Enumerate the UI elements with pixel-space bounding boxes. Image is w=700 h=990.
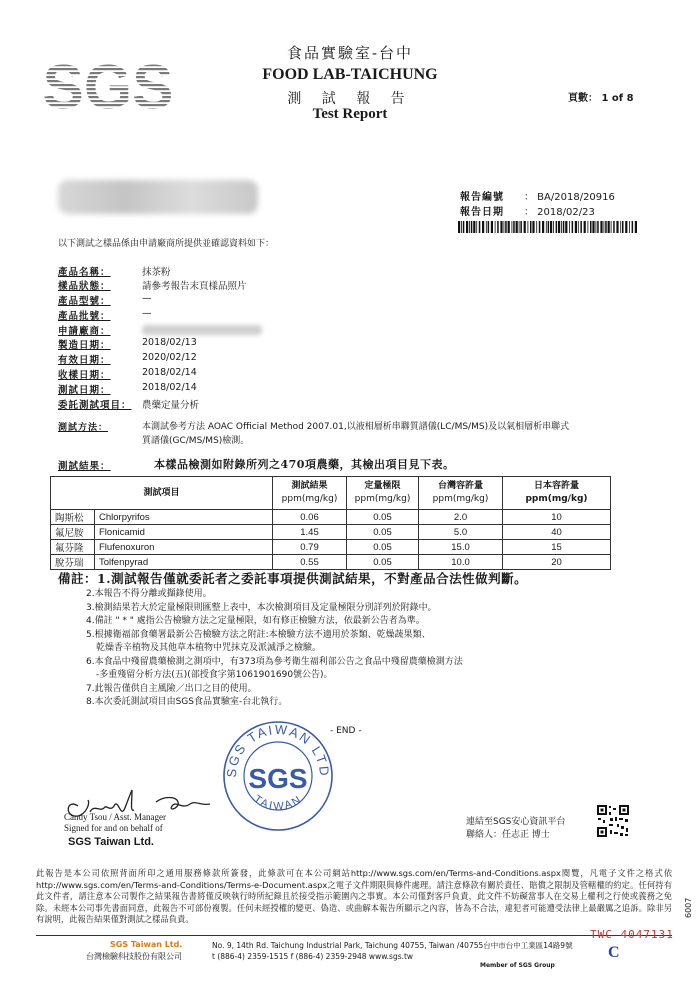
client-address-redacted [58,180,258,214]
note-7: 7.此報告僅供自主風險／出口之目的使用。 [86,683,257,694]
report-date-label: 報告日期 [460,207,504,218]
report-meta [460,190,615,220]
note-2: 2.本報告不得分離或擷錄使用。 [86,589,212,599]
header-tw-limit: 台灣容許量 ppm(mg/kg) [419,477,503,510]
table-row: 脫芬瑞 Tolfenpyrad 0.55 0.05 10.0 20 [51,555,611,570]
note-8: 8.本次委託測試項目由SGS食品實驗室-台北執行。 [86,697,288,707]
footer-address: No. 9, 14th Rd. Taichung Industrial Park, Taichung 40755, Taiwan /40755台中市台中工業區14路9號 t (886-4) 2359-1515 f (886-4) 2359-2948 www.sgs.tw [212,941,573,961]
header-result: 測試結果 ppm(mg/kg) [273,477,347,510]
report-date-value: ： 2018/02/23 [524,207,595,218]
contact-link-text: 連結至SGS安心資訊平台 [466,817,566,827]
side-code: 6007 [684,897,693,918]
page-value: ： 1 of 8 [588,93,634,104]
report-number-value: ： BA/2018/20916 [524,192,615,203]
header-loq: 定量極限 ppm(mg/kg) [347,477,419,510]
contact-info [466,816,565,842]
end-mark: - END - [330,726,362,736]
report-number-label: 報告編號 [460,192,504,203]
note-4: 4.備註 " * " 處指公告檢驗方法之定量極限，如有修正檢驗方法，依最新公告者為準。 [86,616,425,626]
page-number [568,89,634,104]
page-label: 頁數 [568,93,588,104]
table-row: 陶斯松 Chlorpyrifos 0.06 0.05 2.0 10 [51,510,611,525]
logo-text: SGS [42,53,174,122]
report-title-en: Test Report [312,106,388,122]
note-3: 3.檢測結果若大於定量極限則匯整上表中，本次檢測項目及定量極限分別詳列於附錄中。 [86,602,437,613]
lab-name-zh: 食品實驗室-台中 [286,44,414,62]
header-jp-limit: 日本容許量ppm(mg/kg) [503,477,611,510]
table-header-row [51,477,611,510]
barcode [458,221,638,233]
lab-name-en: FOOD LAB-TAICHUNG [262,66,438,83]
note-5-cont: 乾燥香辛植物及其他草本植物中咒抹克及派滅淨之檢驗。 [96,643,322,653]
stamp-center: SGS [248,763,308,794]
method-label: 測試方法： [58,423,109,433]
header-test-item: 測試項目 [51,477,273,510]
note-6: 6.本食品中殘留農藥檢測之測項中，有373項為參考衛生福利部公告之食品中殘留農藥檢測方法 [86,656,463,667]
signatory: Candy Tsou / Asst. Manager Signed for and on behalf of [64,812,166,833]
applicant-redacted [142,325,262,335]
results-table [50,476,611,570]
note-5: 5.根據衛福部食藥署最新公告檢驗方法之附註:本檢驗方法不適用於茶類、乾燥蔬果類、 [86,629,431,640]
method-text: 本測試參考方法 AOAC Official Method 2007.01,以液相層析串聯質譜儀(LC/MS/MS)及以氣相層析串聯式 質譜儀(GC/MS/MS)檢測。 [142,422,570,446]
intro-text: 以下測試之樣品係由申請廠商所提供並確認資料如下： [58,239,275,249]
result-label: 測試結果： [58,461,111,472]
footer-company-zh: 台灣檢驗科技股份有限公司 [86,952,182,961]
result-summary: 本樣品檢測如附錄所列之470項農藥，其檢出項目見下表。 [154,458,455,471]
note-1: 備註：1.測試報告僅就委託者之委託事項提供測試結果，不對產品合法性做判斷。 [58,571,528,586]
contact-person: 聯絡人：任志正 博士 [466,830,550,840]
footer-company-en: SGS Taiwan Ltd. [110,940,183,949]
company-stamp [218,712,338,832]
serial-number: TWC 4047131 [590,928,674,941]
table-row: 氟芬隆 Flufenoxuron 0.79 0.05 15.0 15 [51,540,611,555]
stamp-ring-top: SGS TAIWAN LTD [223,721,333,779]
stamp-ring-bottom: TAIWAN [251,793,305,813]
note-6-cont: -多重殘留分析方法(五)(部授食字第1061901690號公告)。 [96,670,333,680]
signatory-company: SGS Taiwan Ltd. [68,836,154,848]
footer-terms: 此報告是本公司依照背面所印之通用服務條款所簽發，此條款可在本公司網站http://www.sgs.com/en/Terms-and-Conditions.aspx閱覽，凡電子文件之格式依http://www.sgs.com/en/Terms-and-Conditions/Terms-e-Document.aspx之電子文件期限與條件處理。請注意條款有關於責任、賠償之限制及管轄權的約定。任何持有此文件者，請注意本公司製作之結果報告書將僅反映執行時所紀錄且於接受指示範圍內之事實。本公司僅對客戶負責，此文件不妨礙當事人在交易上權利之行使或義務之免除。未經本公司事先書面同意，此報告不可部份複製。任何未經授權的變更、偽造、或曲解本報告所顯示之內容，皆為不合法，違犯者可能遭受法律上最嚴厲之追訴。除非另有說明，此報告結果僅對測試之樣品負責。 [36,868,672,924]
notes [58,570,527,710]
qr-code[interactable] [596,804,630,838]
footer-divider [36,935,672,936]
report-title-zh: 測 試 報 告 [287,91,413,107]
member-of-sgs: Member of SGS Group [480,962,555,969]
serial-suffix: C [608,944,620,961]
table-row: 氟尼胺 Flonicamid 1.45 0.05 5.0 40 [51,525,611,540]
